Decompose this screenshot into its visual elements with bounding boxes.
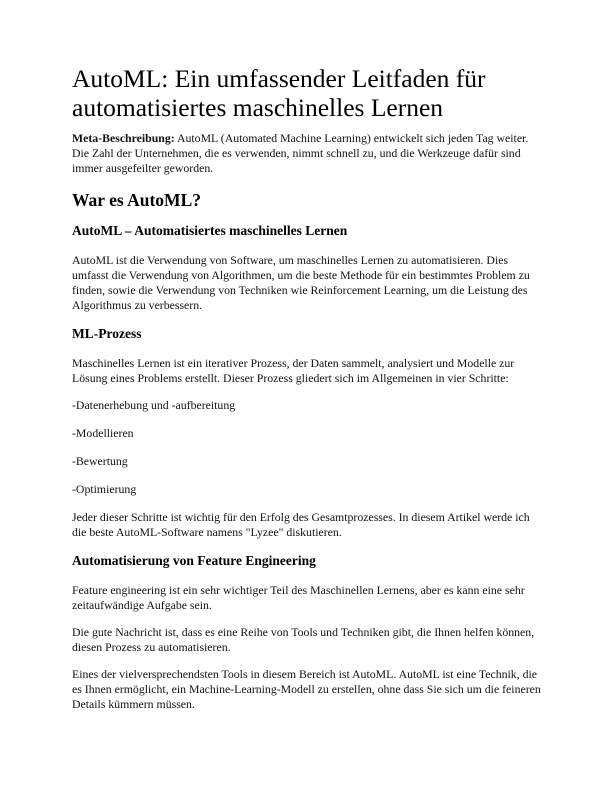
paragraph-feature-engineering-1: Feature engineering ist ein sehr wichtiger Teil des Maschinellen Lernens, aber es kann eine sehr zeitaufwändige Aufgabe sein. <box>72 583 525 612</box>
paragraph-steps-summary: Jeder dieser Schritte ist wichtig für den Erfolg des Gesamtprozesses. In diesem Artikel werde ich die beste AutoML-Software namens "Lyzee" diskutieren. <box>72 510 530 539</box>
meta-description <box>72 131 542 176</box>
document-page <box>72 64 542 724</box>
list-item: -Datenerhebung und -aufbereitung <box>72 398 236 412</box>
subheading-automl: AutoML – Automatisiertes maschinelles Lernen <box>72 223 348 238</box>
page-title: AutoML: Ein umfassender Leitfaden für automatisiertes maschinelles Lernen <box>72 64 486 122</box>
paragraph-ml-process: Maschinelles Lernen ist ein iterativer Prozess, der Daten sammelt, analysiert und Modelle zur Lösung eines Problems erstellt. Dieser Prozess gliedert sich im Allgemeinen in vier Schritte: <box>72 356 515 385</box>
list-item: -Bewertung <box>72 454 128 468</box>
list-item: -Modellieren <box>72 426 134 440</box>
paragraph-automl-definition: AutoML ist die Verwendung von Software, um maschinelles Lernen zu automatisieren. Dies umfasst die Verwendung von Algorithmen, um die beste Methode für ein bestimmtes Problem zu finden, sowie die Verwendung von Techniken wie Reinforcement Learning, um die Leistung des Algorithmus zu verbessern. <box>72 253 530 312</box>
subheading-ml-process: ML-Prozess <box>72 326 142 341</box>
paragraph-feature-engineering-2: Die gute Nachricht ist, dass es eine Reihe von Tools und Techniken gibt, die Ihnen helfen können, diesen Prozess zu automatisieren. <box>72 625 535 654</box>
paragraph-feature-engineering-3: Eines der vielversprechendsten Tools in diesem Bereich ist AutoML. AutoML ist eine Technik, die es Ihnen ermöglicht, ein Machine-Learning-Modell zu erstellen, ohne dass Sie sich um die feineren Details kümmern müssen. <box>72 667 541 711</box>
meta-text: AutoML (Automated Machine Learning) entwickelt sich jeden Tag weiter. Die Zahl der Unternehmen, die es verwenden, nimmt schnell zu, und die Werkzeuge dafür sind immer ausgefeilter geworden. <box>72 131 529 175</box>
meta-label: Meta-Beschreibung: <box>72 131 175 145</box>
section-heading: War es AutoML? <box>72 190 201 210</box>
subheading-feature-engineering: Automatisierung von Feature Engineering <box>72 553 316 568</box>
list-item: -Optimierung <box>72 482 137 496</box>
